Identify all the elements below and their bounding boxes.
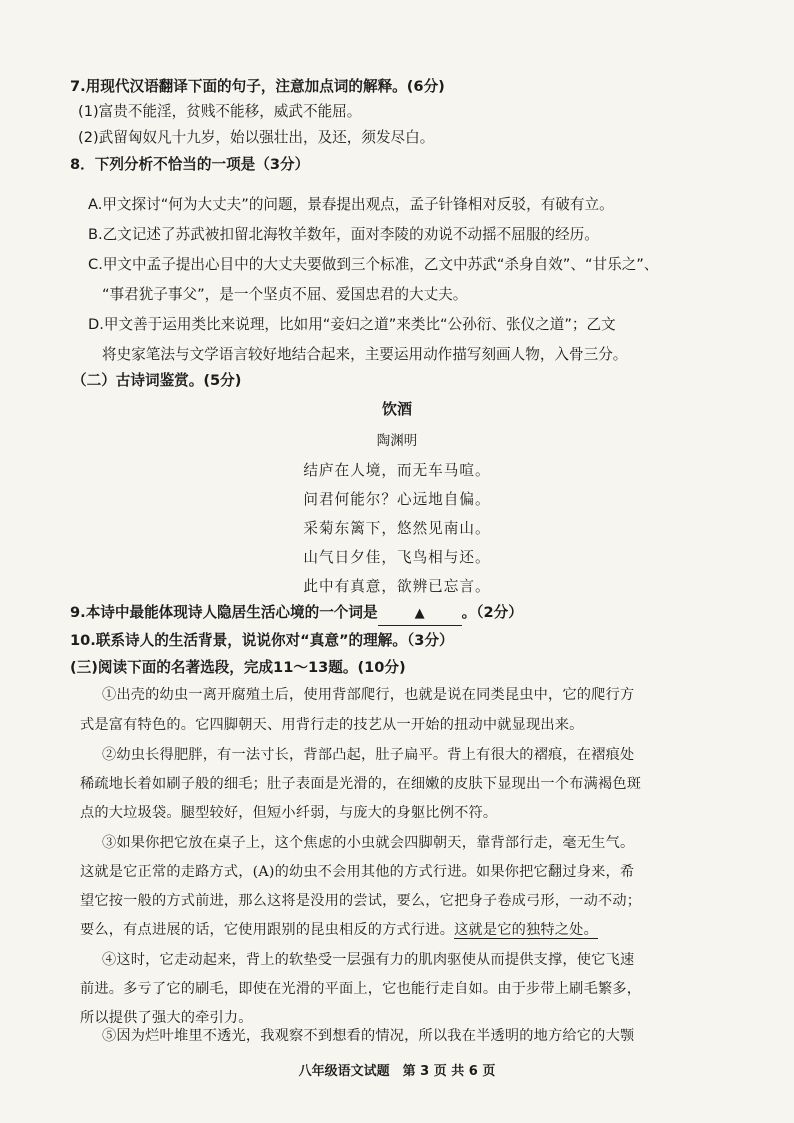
- q7-stem: 7.用现代汉语翻译下面的句子，注意加点词的解释。(6分): [70, 78, 445, 95]
- passage-p2-line2: 稀疏地长着如刷子般的细毛；肚子表面是光滑的，在细嫩的皮肤下显现出一个布满褐色斑: [80, 776, 642, 792]
- q8-option-c-line2: “事君犹子事父”，是一个坚贞不屈、爱国忠君的大丈夫。: [102, 286, 468, 303]
- section-2-heading: （二）古诗词鉴赏。(5分): [72, 372, 242, 389]
- q8-option-c-line1: C.甲文中孟子提出心目中的大丈夫要做到三个标准，乙文中苏武“杀身自效”、“甘乐之”、: [88, 256, 659, 273]
- passage-p4-line2: 前进。多亏了它的刷毛，即使在光滑的平面上，它也能行走自如。由于步带上刷毛繁多，: [80, 981, 642, 997]
- q9-score: 。（2分）: [461, 604, 523, 621]
- passage-p4-line1: ④这时，它走动起来，背上的软垫受一层强有力的肌肉驱使从而提供支撑，使它飞速: [102, 952, 635, 968]
- q9-text: 9.本诗中最能体现诗人隐居生活心境的一个词是: [70, 604, 378, 621]
- page-footer: 八年级语文试题 第 3 页 共 6 页: [298, 1064, 496, 1079]
- poem-line-5: 此中有真意，欲辨已忘言。: [303, 578, 491, 595]
- passage-p2-line3: 点的大垃圾袋。腿型较好，但短小纤弱，与庞大的身躯比例不符。: [80, 805, 498, 821]
- passage-p3-line1: ③如果你把它放在桌子上，这个焦虑的小虫就会四脚朝天，靠背部行走，毫无生气。: [102, 835, 635, 851]
- q10: 10.联系诗人的生活背景，说说你对“真意”的理解。（3分）: [70, 632, 454, 649]
- triangle-icon: ▲: [414, 606, 425, 621]
- passage-p3-line4: [80, 919, 598, 941]
- q9-answer-blank[interactable]: [378, 602, 462, 626]
- passage-p4-line3: 所以提供了强大的牵引力。: [80, 1010, 253, 1026]
- poem-line-3: 采菊东篱下，悠然见南山。: [303, 520, 491, 537]
- poem-title: 饮酒: [381, 400, 412, 418]
- q7-sentence-1: (1)富贵不能淫，贫贱不能移，威武不能屈。: [78, 103, 362, 120]
- poem-line-1: 结庐在人境，而无车马喧。: [303, 462, 491, 479]
- q8-stem: 8．下列分析不恰当的一项是（3分）: [70, 156, 310, 173]
- q8-option-d-line2: 将史家笔法与文学语言较好地结合起来，主要运用动作描写刻画人物，入骨三分。: [102, 346, 628, 363]
- q8-option-b: B.乙文记述了苏武被扣留北海牧羊数年，面对李陵的劝说不动摇不屈服的经历。: [88, 226, 599, 243]
- passage-p2-line1: ②幼虫长得肥胖，有一法寸长，背部凸起，肚子扁平。背上有很大的褶痕，在褶痕处: [102, 747, 635, 763]
- poem-author: 陶渊明: [376, 433, 418, 449]
- underlined-sentence: 这就是它的独特之处。: [454, 922, 598, 938]
- passage-p3-line2: 这就是它正常的走路方式，(A)的幼虫不会用其他的方式行进。如果你把它翻过身来，希: [80, 864, 635, 880]
- q8-option-d-line1: D.甲文善于运用类比来说理，比如用“妾妇之道”来类比“公孙衍、张仪之道”；乙文: [88, 316, 616, 333]
- q7-sentence-2: (2)武留匈奴凡十九岁，始以强壮出，及还，须发尽白。: [78, 129, 435, 146]
- q8-option-a: A.甲文探讨“何为大丈夫”的问题，景春提出观点，孟子针锋相对反驳，有破有立。: [88, 196, 614, 213]
- passage-p1-line2: 式是富有特色的。它四脚朝天、用背行走的技艺从一开始的扭动中就显现出来。: [80, 717, 584, 733]
- passage-p1-line1: ①出壳的幼虫一离开腐殖土后，使用背部爬行，也就是说在同类昆虫中，它的爬行方: [102, 687, 635, 703]
- passage-p5-line1: ⑤因为烂叶堆里不透光，我观察不到想看的情况，所以我在半透明的地方给它的大颚: [102, 1028, 635, 1044]
- section-3-heading: (三)阅读下面的名著选段，完成11～13题。(10分): [70, 659, 406, 676]
- poem-line-4: 山气日夕佳，飞鸟相与还。: [303, 549, 491, 566]
- q9: [70, 602, 523, 626]
- passage-p3-line4-text: 要么，有点进展的话，它使用跟别的昆虫相反的方式行进。: [80, 922, 455, 938]
- poem-line-2: 问君何能尔？心远地自偏。: [303, 491, 491, 508]
- passage-p3-line3: 望它按一般的方式前进，那么这将是没用的尝试，要么，它把身子卷成弓形，一动不动；: [80, 893, 642, 909]
